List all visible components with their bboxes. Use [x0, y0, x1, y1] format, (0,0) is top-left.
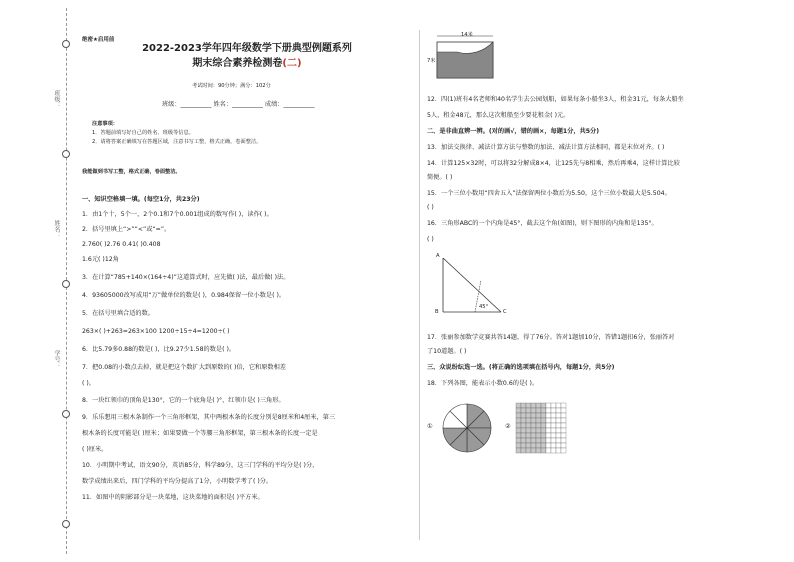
grid-cell — [521, 423, 526, 428]
grid-cell — [536, 438, 541, 443]
q11-figure — [427, 30, 497, 92]
grid-cell — [516, 418, 521, 423]
grid-cell — [556, 413, 561, 418]
grid-cell — [521, 408, 526, 413]
grid-cell — [536, 418, 541, 423]
grid-cell — [541, 413, 546, 418]
grid-cell — [556, 443, 561, 448]
grid-cell — [536, 433, 541, 438]
question-9: 9．乐乐想用三根木条制作一个三角形框架，其中两根木条的长度分别是8厘米和4厘米，第三 — [82, 414, 336, 421]
column-divider — [419, 30, 420, 540]
grid-cell — [556, 433, 561, 438]
question-14-cont: 简便。( ) — [427, 174, 453, 181]
question-8: 8．一块红领巾的顶角是130°，它的一个底角是( )°，红领巾是( )三角形。 — [82, 397, 285, 404]
grid-cell — [521, 438, 526, 443]
question-14: 14．计算125×32时，可以将32分解成8×4，让125先与8相乘，然后再乘4，这样计算比较 — [427, 160, 680, 167]
title-main: 期末综合素养检测卷 — [192, 58, 283, 69]
grid-cell — [561, 438, 566, 443]
grid-cell — [551, 438, 556, 443]
binding-strip — [0, 0, 58, 562]
grid-cell — [546, 423, 551, 428]
grid-cell — [516, 433, 521, 438]
grid-cell — [526, 423, 531, 428]
grid-cell — [516, 448, 521, 453]
grid-cell — [516, 423, 521, 428]
grid-cell — [541, 438, 546, 443]
grid-cell — [521, 418, 526, 423]
grid-cell — [526, 443, 531, 448]
grid-cell — [526, 403, 531, 408]
grid-cell — [536, 413, 541, 418]
grid-cell — [531, 423, 536, 428]
grid-cell — [546, 413, 551, 418]
grid-cell — [546, 428, 551, 433]
grid-cell — [551, 418, 556, 423]
grid-cell — [546, 443, 551, 448]
title-line-1: 2022-2023学年四年级数学下册典型例题系列 — [142, 43, 352, 54]
grid-cell — [531, 438, 536, 443]
question-7-cont: ( )。 — [82, 380, 95, 387]
grid-cell — [536, 423, 541, 428]
question-9-cont-2: ( )厘米。 — [82, 446, 108, 453]
binding-hole — [62, 520, 70, 528]
grid-cell — [551, 413, 556, 418]
grid-cell — [561, 408, 566, 413]
grid-cell — [521, 403, 526, 408]
section-3-title: 三、众说纷纭选一选。(将正确的选项填在括号内，每题1分，共5分) — [427, 364, 615, 371]
question-18: 18．下列各图，能表示小数0.6的是( )。 — [427, 380, 539, 387]
binding-hole — [62, 410, 70, 418]
grid-cell — [561, 413, 566, 418]
binding-hole — [62, 150, 70, 158]
question-12-cont: 5人，租金48元，那么这次租船至少要花租金( )元。 — [427, 112, 570, 119]
question-10-cont: 数学成绩出来后，四门学科的平均分提高了1分，小明数学考了( )分。 — [82, 478, 273, 485]
grid-cell — [516, 443, 521, 448]
question-2: 2．括号里填上“>”“<”或“=”。 — [82, 226, 171, 233]
grid-cell — [531, 433, 536, 438]
grid-cell — [526, 413, 531, 418]
grid-cell — [561, 418, 566, 423]
option-2-grid — [515, 402, 575, 454]
question-16: 16．三角形ABC的一个内角是45°，截去这个角(如图)，则下图形的内角和是135°。 — [427, 220, 658, 227]
section-2-title: 二、是非曲直辨一辨。(对的画√，错的画×，每题1分，共5分) — [427, 128, 600, 135]
question-17: 17．张丽参加数学竞赛共答14题，得了76分。答对1题加10分，答错1题扣6分，张丽答对 — [427, 334, 675, 341]
grid-cell — [526, 448, 531, 453]
grid-cell — [516, 428, 521, 433]
grid-cell — [541, 448, 546, 453]
grid-cell — [516, 408, 521, 413]
question-5: 5．在括号里填合适的数。 — [82, 310, 154, 317]
exam-info: 考试时间：90分钟；满分：102分 — [192, 83, 271, 89]
grid-cell — [546, 433, 551, 438]
grid-cell — [516, 403, 521, 408]
question-4: 4．93605000改写成用“万”做单位的数是( )，0.984保留一位小数是( )。 — [82, 292, 286, 299]
triangle-angle-label: 45° — [479, 304, 489, 310]
triangle-label-c: C — [503, 309, 507, 315]
grid-cell — [531, 408, 536, 413]
grid-cell — [551, 403, 556, 408]
grid-cell — [546, 408, 551, 413]
grid-cell — [556, 438, 561, 443]
grid-cell — [521, 413, 526, 418]
question-7: 7．把0.08的小数点去掉，就是把这个数扩大到原数的( )倍，它和原数相差 — [82, 364, 286, 371]
triangle-label-a: A — [436, 253, 440, 259]
grid-cell — [526, 428, 531, 433]
q11-top-label: 14米 — [461, 32, 473, 38]
question-15-cont: ( ) — [427, 204, 434, 211]
grid-cell — [561, 403, 566, 408]
question-17-cont: 了10道题。( ) — [427, 348, 467, 355]
grid-cell — [556, 448, 561, 453]
section-1-title: 一、知识空格填一填。(每空1分，共23分) — [82, 196, 200, 203]
question-9-cont-1: 根木条的长度可能是( )厘米；如果要做一个等腰三角形框架，第三根木条的长度一定是 — [82, 430, 318, 437]
grid-cell — [541, 433, 546, 438]
grid-cell — [551, 443, 556, 448]
question-3: 3．在计算“785+140×(164÷4)”这道算式时，应先做( )法，最后做( )法。 — [82, 274, 290, 281]
grid-cell — [551, 428, 556, 433]
grid-cell — [541, 403, 546, 408]
grid-cell — [556, 423, 561, 428]
grid-cell — [561, 448, 566, 453]
grid-cell — [546, 403, 551, 408]
grid-cell — [531, 443, 536, 448]
question-16-cont: ( ) — [427, 236, 434, 243]
grid-cell — [521, 448, 526, 453]
binding-hole — [62, 280, 70, 288]
grid-cell — [541, 423, 546, 428]
grid-cell — [541, 418, 546, 423]
binding-class-label: 班级： — [53, 90, 60, 108]
notice-2: 2．请将答案正确填写在答题区域，注意书写工整，格式正确，卷面整洁。 — [92, 139, 262, 145]
option-1-label: ① — [427, 423, 433, 430]
secret-label: 绝密★启用前 — [82, 37, 115, 43]
triangle-label-b: B — [435, 309, 439, 315]
question-12: 12．四(1)班有4名老师和40名学生去公园划船，如果每条小船坐3人，租金31元，每条大船坐 — [427, 96, 684, 103]
grid-cell — [551, 448, 556, 453]
grid-cell — [546, 418, 551, 423]
question-1: 1．由1个十，5个一，2个0.1和7个0.001组成的数写作( )，读作( )。 — [82, 211, 273, 218]
grid-cell — [541, 408, 546, 413]
grid-cell — [536, 403, 541, 408]
grid-cell — [556, 403, 561, 408]
grid-cell — [551, 433, 556, 438]
grid-cell — [526, 438, 531, 443]
grid-cell — [536, 448, 541, 453]
question-2-row-2: 1.6元( )12角 — [82, 256, 119, 263]
grid-cell — [551, 423, 556, 428]
grid-cell — [551, 408, 556, 413]
grid-cell — [561, 423, 566, 428]
grid-cell — [561, 443, 566, 448]
grid-cell — [536, 428, 541, 433]
question-2-row-1: 2.760( )2.76 0.41( )0.408 — [82, 241, 161, 248]
title-line-2 — [82, 60, 412, 68]
q11-side-label: 7米 — [427, 58, 436, 64]
grid-cell — [536, 443, 541, 448]
grid-cell — [531, 413, 536, 418]
grid-cell — [516, 438, 521, 443]
grid-cell — [521, 443, 526, 448]
remind-text: 我能做到书写工整，格式正确，卷面整洁。 — [82, 169, 181, 175]
grid-cell — [526, 418, 531, 423]
grid-cell — [531, 403, 536, 408]
grid-cell — [531, 418, 536, 423]
question-15: 15．一个三位小数用“四舍五入”法保留两位小数后为5.50，这个三位小数最大是5.504。 — [427, 190, 671, 197]
option-2-label: ② — [505, 423, 511, 430]
question-11: 11．如图中的阴影部分是一块菜地，这块菜地的面积是( )平方米。 — [82, 494, 264, 501]
question-6: 6．比5.79多0.88的数是( )，比9.27少1.58的数是( )。 — [82, 346, 236, 353]
binding-hole — [62, 40, 70, 48]
notice-1: 1．答题前填写好自己的姓名、班级等信息。 — [92, 130, 194, 136]
grid-cell — [531, 428, 536, 433]
option-1-pie — [439, 400, 495, 456]
grid-cell — [556, 408, 561, 413]
grid-cell — [541, 428, 546, 433]
binding-name-label: 姓名： — [53, 220, 60, 238]
title-paren: (二) — [282, 58, 302, 69]
grid-cell — [546, 438, 551, 443]
grid-cell — [546, 448, 551, 453]
grid-cell — [531, 448, 536, 453]
question-5-row: 263×( )+263=263×100 1200÷15÷4=1200÷( ) — [82, 328, 230, 335]
grid-cell — [526, 433, 531, 438]
grid-cell — [516, 413, 521, 418]
grid-cell — [541, 443, 546, 448]
grid-cell — [561, 428, 566, 433]
grid-cell — [561, 433, 566, 438]
grid-cell — [556, 428, 561, 433]
notice-title: 注意事项： — [92, 121, 118, 127]
binding-id-label: 学号： — [53, 350, 60, 368]
question-13: 13．加法交换律、减法计算方法与整数的加法、减法计算方法相同，都是末位对齐。( ) — [427, 144, 665, 151]
grid-cell — [556, 418, 561, 423]
grid-cell — [521, 428, 526, 433]
info-fields: 班级：__________ 姓名：__________ 成绩：__________ — [162, 101, 315, 108]
question-10: 10．小明期中考试，语文90分，英语85分，科学89分，这三门学科的平均分是( )分， — [82, 462, 319, 469]
grid-cell — [526, 408, 531, 413]
grid-cell — [536, 408, 541, 413]
grid-cell — [521, 433, 526, 438]
